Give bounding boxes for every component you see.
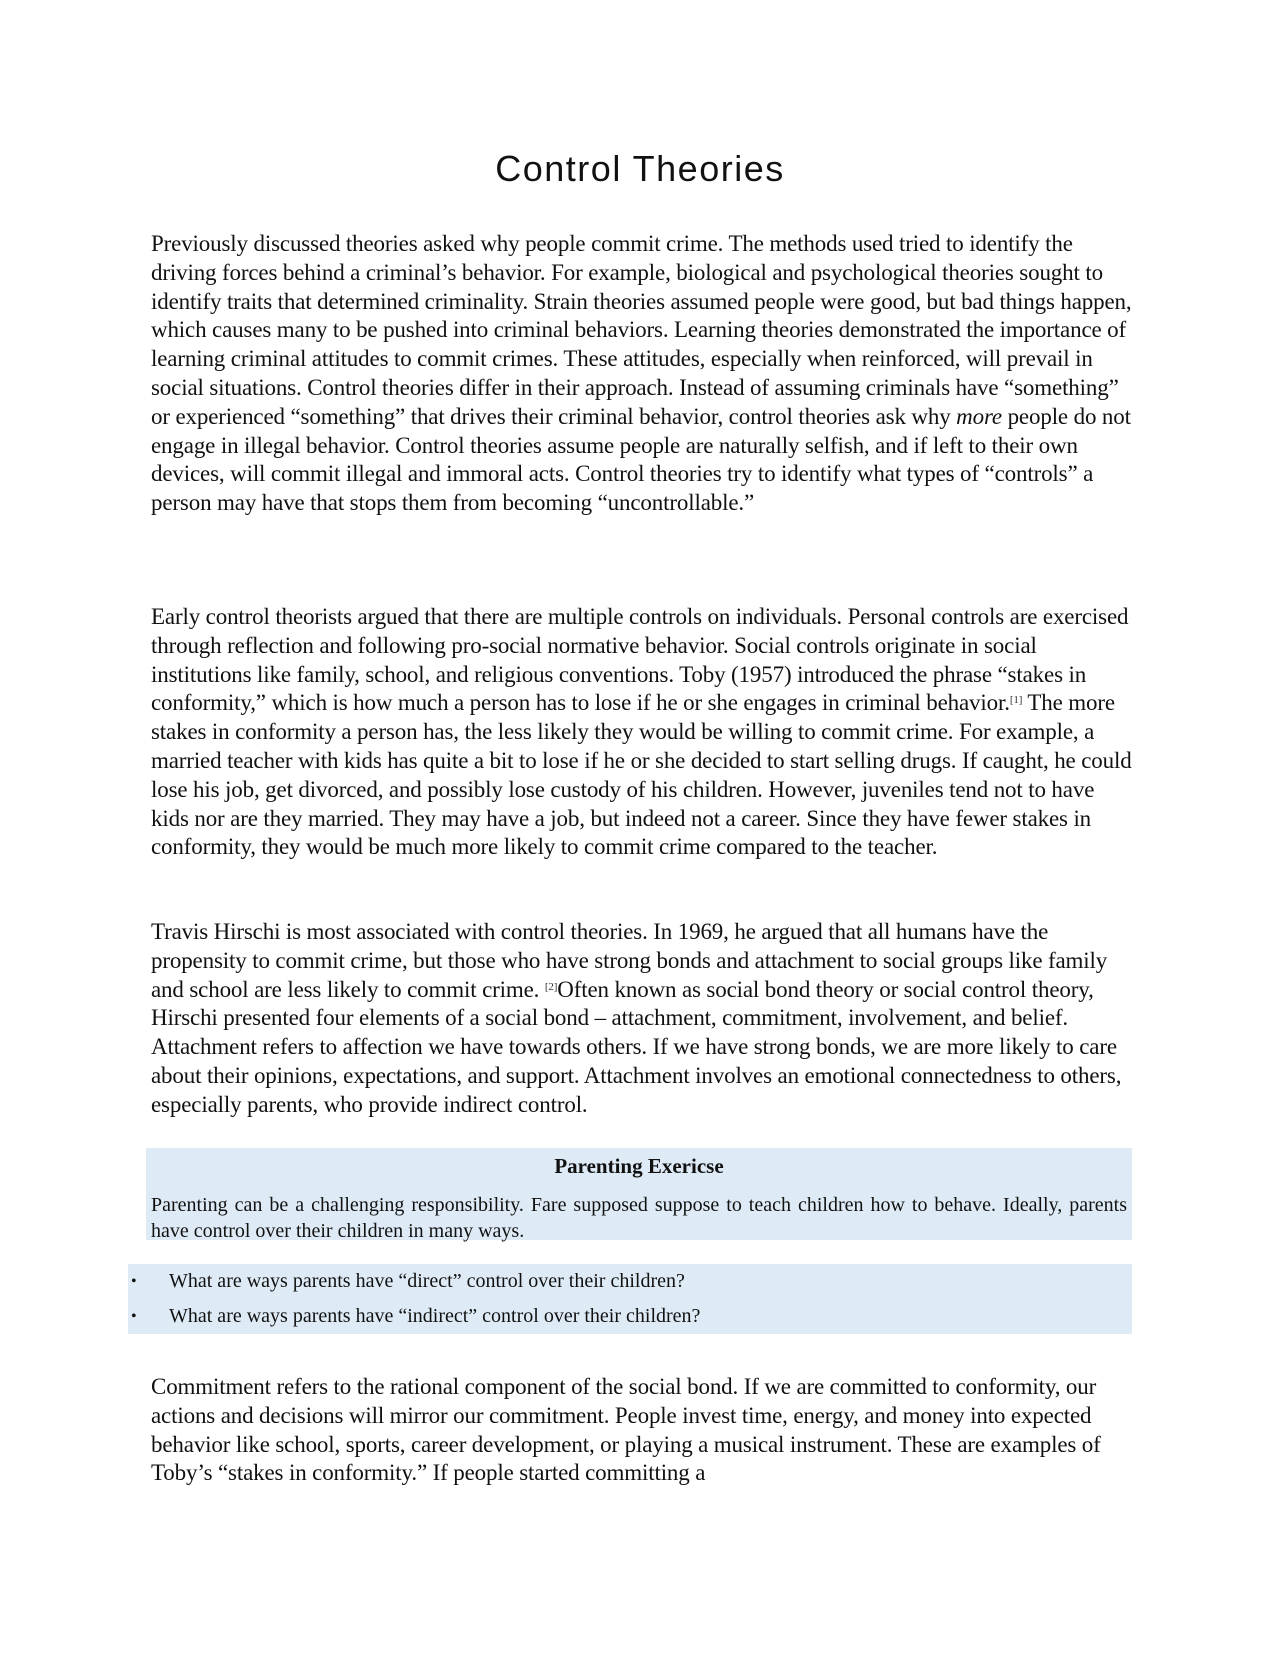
list-item xyxy=(128,1264,1132,1299)
parenting-exercise-box xyxy=(146,1148,1132,1240)
page-title: Control Theories xyxy=(495,148,785,189)
bullet-icon: • xyxy=(131,1308,137,1325)
paragraph-commitment: Commitment refers to the rational component of the social bond. If we are committed to conformity, our actions and decisions will mirror our commitment. People invest time, energy, and money into expected behavior like school, sports, career development, or playing a musical instrument. These are examples of Toby’s “stakes in conformity.” If people started committing a xyxy=(151,1374,1101,1486)
exercise-question-list xyxy=(128,1264,1132,1334)
paragraph-text: people do not engage in illegal behavior. Control theories assume people are naturally selfish, and if left to their own devices, will commit illegal and immoral acts. Control theories try to identify what types of “controls” a person may have that stops them from becoming “uncontrollable.” xyxy=(151,403,1131,516)
list-item xyxy=(128,1299,1132,1334)
exercise-title: Parenting Exericse xyxy=(554,1154,724,1178)
paragraph-text: The more stakes in conformity a person has, the less likely they would be willing to commit crime. For example, a married teacher with kids has quite a bit to lose if he or she decided to start selling drugs. If caught, he could lose his job, get divorced, and possibly lose custody of his children. However, juveniles tend not to have kids nor are they married. They may have a job, but indeed not a career. Since they have fewer stakes in conformity, they would be much more likely to commit crime compared to the teacher. xyxy=(151,690,1132,860)
footnote-link-1[interactable]: [1] xyxy=(1009,694,1023,707)
paragraph-text: Early control theorists argued that there are multiple controls on individuals. Personal controls are exercised through reflection and following pro-social normative behavior. Social controls originate in social institutions like family, school, and religious conventions. Toby (1957) introduced the phrase “stakes in conformity,” which is how much a person has to lose if he or she engages in criminal behavior. xyxy=(151,604,1129,716)
paragraph-intro xyxy=(151,230,1136,518)
emphasis-text: more xyxy=(956,403,1002,429)
question-text: What are ways parents have “direct” control over their children? xyxy=(169,1270,685,1292)
paragraph-text: Often known as social bond theory or social control theory, Hirschi presented four elements of a social bond – attachment, commitment, involvement, and belief. Attachment refers to affection we have towards others. If we have strong bonds, we are more likely to care about their opinions, expectations, and support. Attachment involves an emotional connectedness to others, especially parents, who provide indirect control. xyxy=(151,976,1122,1117)
paragraph-early-control xyxy=(151,603,1136,862)
paragraph-text: Previously discussed theories asked why people commit crime. The methods used tried to identify the driving forces behind a criminal’s behavior. For example, biological and psychological theories sought to identify traits that determined criminality. Strain theories assumed people were good, but bad things happen, which causes many to be pushed into criminal behaviors. Learning theories demonstrated the importance of learning criminal attitudes to commit crimes. These attitudes, especially when reinforced, will prevail in social situations. Control theories differ in their approach. Instead of assuming criminals have “something” or experienced “something” that drives their criminal behavior, control theories ask why xyxy=(151,231,1132,429)
question-text: What are ways parents have “indirect” control over their children? xyxy=(169,1305,701,1327)
bullet-icon: • xyxy=(131,1273,137,1290)
exercise-body: Parenting can be a challenging responsibility. Fare supposed suppose to teach children how to behave. Ideally, parents have control over their children in many ways. xyxy=(151,1194,1127,1242)
paragraph-hirschi xyxy=(151,918,1136,1120)
footnote-link-2[interactable]: [2] xyxy=(544,980,558,993)
paragraph-text: Travis Hirschi is most associated with control theories. In 1969, he argued that all humans have the propensity to commit crime, but those who have strong bonds and attachment to social groups like family and school are less likely to commit crime. xyxy=(151,919,1108,1002)
